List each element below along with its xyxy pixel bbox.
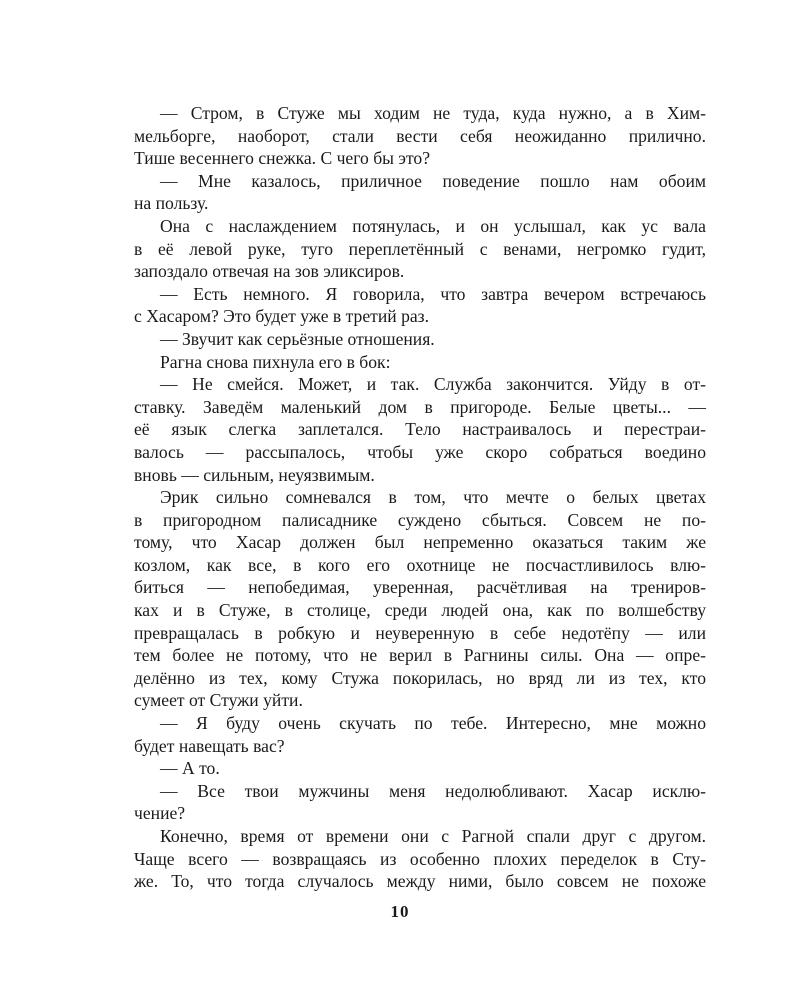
text-line: в пригородном палисаднике суждено сбыться. Совсем не по- bbox=[134, 509, 706, 530]
text-line: тому, что Хасар должен был непременно оказаться таким же bbox=[134, 532, 706, 553]
text-line: Конечно, время от времени они с Рагной спали друг с другом. bbox=[160, 826, 706, 846]
text-line: делённо из тех, кому Стужа покорилась, но вряд ли из тех, кто bbox=[134, 667, 706, 688]
page-body bbox=[134, 102, 706, 893]
text-line: Она с наслаждением потянулась, и он услышал, как ус вала bbox=[160, 215, 706, 236]
text-line: её язык слегка заплетался. Тело настраивалось и перестраи- bbox=[134, 419, 706, 440]
text-line: же. То, что тогда случалось между ними, было совсем не похоже bbox=[134, 871, 706, 892]
text-line: — Стром, в Стуже мы ходим не туда, куда нужно, а в Хим- bbox=[160, 103, 706, 123]
text-line: Тише весеннего снежка. С чего бы это? bbox=[134, 148, 431, 169]
text-line: на пользу. bbox=[134, 193, 209, 214]
text-line: Чаще всего — возвращаясь из особенно плохих переделок в Сту- bbox=[134, 848, 706, 869]
text-line: — Все твои мужчины меня недолюбливают. Хасар исклю- bbox=[160, 780, 706, 801]
text-line: биться — непобедимая, уверенная, расчётливая на трениров- bbox=[134, 577, 706, 598]
text-line: вновь — сильным, неуязвимым. bbox=[134, 464, 375, 485]
text-line: — Звучит как серьёзные отношения. bbox=[160, 328, 435, 349]
page-number: 10 bbox=[390, 902, 410, 921]
text-line: с Хасаром? Это будет уже в третий раз. bbox=[134, 306, 430, 327]
text-line: сумеет от Стужи уйти. bbox=[134, 690, 303, 711]
text-line: в её левой руке, туго переплетённый с венами, негромко гудит, bbox=[134, 238, 706, 259]
text-line: — Не смейся. Может, и так. Служба закончится. Уйду в от- bbox=[160, 374, 706, 395]
text-line: мельборге, наоборот, стали вести себя неожиданно прилично. bbox=[134, 125, 706, 146]
text-line: козлом, как все, в кого его охотнице не посчастливилось влю- bbox=[134, 554, 706, 575]
text-line: валось — рассыпалось, чтобы уже скоро собраться воедино bbox=[134, 441, 706, 462]
text-line: ках и в Стуже, в столице, среди людей она, как по волшебству bbox=[134, 600, 706, 621]
text-line: Рагна снова пихнула его в бок: bbox=[160, 351, 391, 372]
text-line: — А то. bbox=[160, 758, 220, 779]
text-line: чение? bbox=[134, 803, 186, 824]
text-line: — Есть немного. Я говорила, что завтра вечером встречаюсь bbox=[160, 283, 706, 304]
text-line: ставку. Заведём маленький дом в пригороде. Белые цветы... — bbox=[134, 396, 706, 417]
text-line: тем более не потому, что не верил в Рагнины силы. Она — опре- bbox=[134, 645, 706, 666]
text-line: — Я буду очень скучать по тебе. Интересно, мне можно bbox=[160, 713, 706, 734]
text-line: — Мне казалось, приличное поведение пошло нам обоим bbox=[160, 170, 706, 191]
text-line: будет навещать вас? bbox=[134, 735, 285, 756]
text-line: превращалась в робкую и неуверенную в себе недотёпу — или bbox=[134, 622, 706, 643]
text-line: запоздало отвечая на зов эликсиров. bbox=[134, 261, 405, 282]
text-line: Эрик сильно сомневался в том, что мечте о белых цветах bbox=[160, 487, 706, 508]
